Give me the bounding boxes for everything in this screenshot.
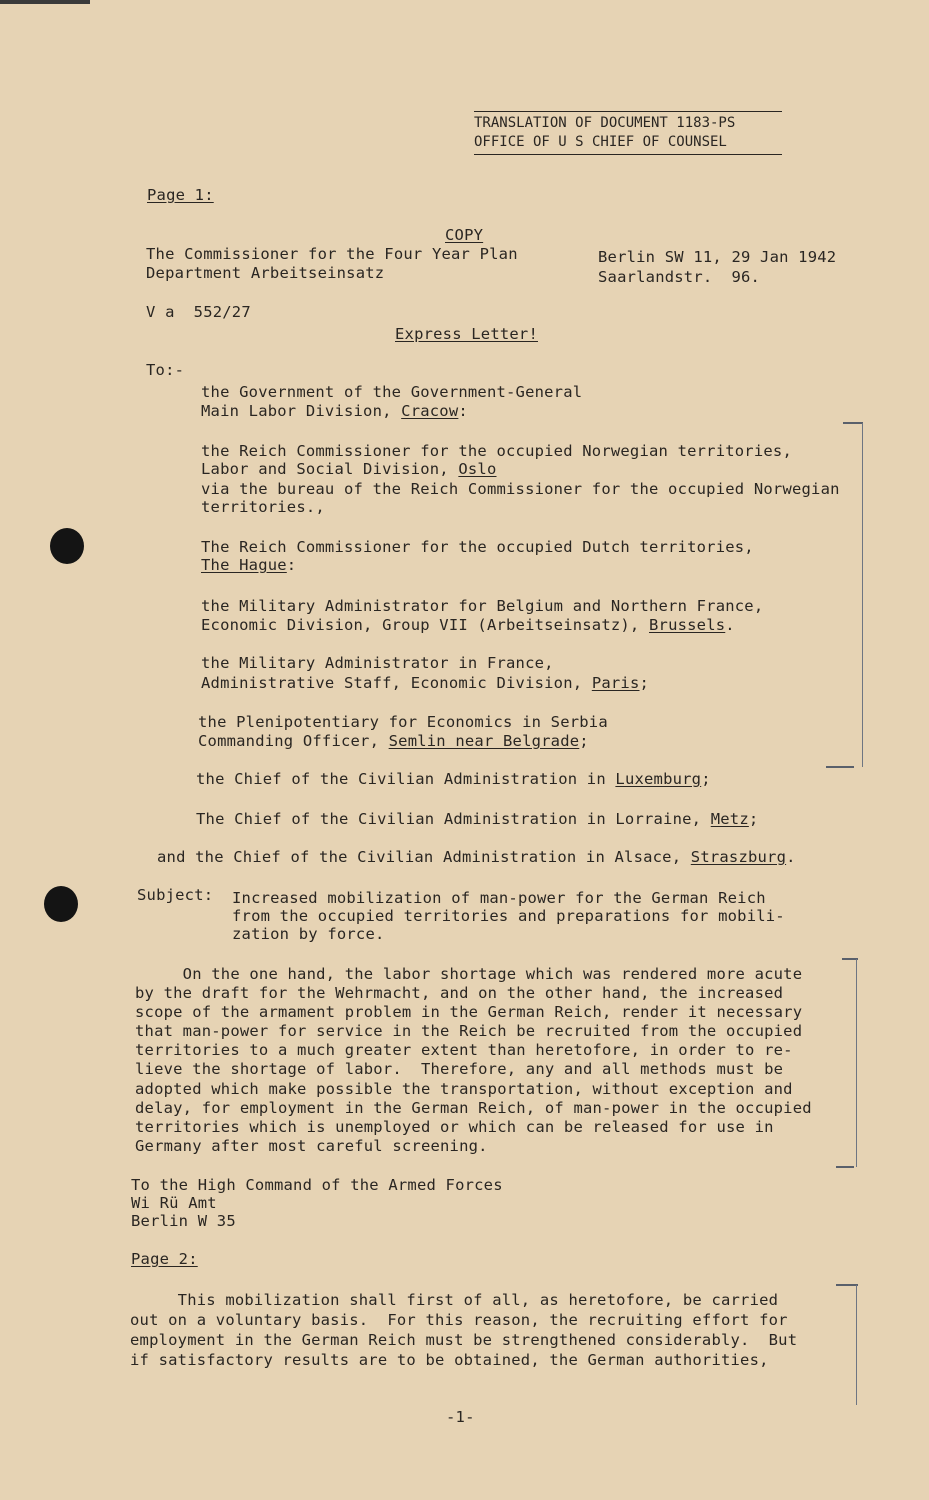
translation-header: [474, 111, 782, 155]
sender-line-2: Department Arbeitseinsatz: [146, 264, 385, 282]
recipient-3-line-2: The Hague:: [201, 556, 297, 574]
recipient-5-line-2: Administrative Staff, Economic Division, Paris;: [201, 674, 650, 692]
paragraph-1-line: scope of the armament problem in the German Reich, render it necessary: [135, 1003, 803, 1021]
paragraph-2-line: if satisfactory results are to be obtained, the German authorities,: [130, 1351, 769, 1369]
paragraph-1-line: lieve the shortage of labor. Therefore, any and all methods must be: [135, 1060, 784, 1078]
recipient-2-line-1: the Reich Commissioner for the occupied Norwegian territories,: [201, 442, 792, 460]
recipient-9-line-1: and the Chief of the Civilian Administration in Alsace, Straszburg.: [157, 848, 796, 866]
paragraph-1-line: Germany after most careful screening.: [135, 1137, 488, 1155]
sender-line-1: The Commissioner for the Four Year Plan: [146, 245, 518, 263]
subject-label: Subject:: [137, 886, 214, 904]
page-2-label: Page 2:: [131, 1250, 198, 1268]
recipient-2-line-3: via the bureau of the Reich Commissioner for the occupied Norwegian: [201, 480, 840, 498]
paragraph-1-line: by the draft for the Wehrmacht, and on the other hand, the increased: [135, 984, 784, 1002]
punch-hole-mark: [50, 528, 84, 564]
recipient-6-line-1: the Plenipotentiary for Economics in Serbia: [198, 713, 608, 731]
paragraph-1-line: territories to a much greater extent than heretofore, in order to re-: [135, 1041, 793, 1059]
paragraph-2-line: This mobilization shall first of all, as heretofore, be carried: [130, 1291, 779, 1309]
recipient-7-line-1: the Chief of the Civilian Administration in Luxemburg;: [196, 770, 711, 788]
place-date-line-2: Saarlandstr. 96.: [598, 268, 761, 286]
recipient-4-line-2: Economic Division, Group VII (Arbeitseinsatz), Brussels.: [201, 616, 735, 634]
recipient-1-line-2: Main Labor Division, Cracow:: [201, 402, 468, 420]
margin-bracket-tick: [826, 766, 854, 768]
to-label: To:-: [146, 361, 185, 379]
paragraph-2-line: employment in the German Reich must be strengthened considerably. But: [130, 1331, 798, 1349]
subject-line-1: Increased mobilization of man-power for the German Reich: [232, 889, 766, 907]
punch-hole-mark: [44, 886, 78, 922]
recipient-4-line-1: the Military Administrator for Belgium and Northern France,: [201, 597, 764, 615]
paragraph-1-line: adopted which make possible the transportation, without exception and: [135, 1080, 793, 1098]
recipient-8-line-1: The Chief of the Civilian Administration in Lorraine, Metz;: [196, 810, 759, 828]
cc-line-2: Wi Rü Amt: [131, 1194, 217, 1212]
paragraph-1-line: territories which is unemployed or which can be released for use in: [135, 1118, 774, 1136]
cc-line-3: Berlin W 35: [131, 1212, 236, 1230]
margin-bracket-tick: [836, 1166, 854, 1168]
reference-number: V a 552/27: [146, 303, 251, 321]
header-line-1: TRANSLATION OF DOCUMENT 1183-PS: [474, 115, 736, 131]
recipient-3-line-1: The Reich Commissioner for the occupied Dutch territories,: [201, 538, 754, 556]
page-1-label: Page 1:: [147, 186, 214, 204]
margin-bracket: [846, 959, 857, 1167]
copy-label: COPY: [445, 226, 484, 244]
recipient-6-line-2: Commanding Officer, Semlin near Belgrade;: [198, 732, 589, 750]
binding-mark: [0, 0, 90, 4]
recipient-2-line-2: Labor and Social Division, Oslo: [201, 460, 497, 478]
subject-line-3: zation by force.: [232, 925, 385, 943]
paragraph-1-line: delay, for employment in the German Reich, of man-power in the occupied: [135, 1099, 812, 1117]
paragraph-1-line: that man-power for service in the Reich be recruited from the occupied: [135, 1022, 803, 1040]
place-date-line-1: Berlin SW 11, 29 Jan 1942: [598, 248, 837, 266]
margin-bracket: [846, 1285, 857, 1405]
paragraph-1-line: On the one hand, the labor shortage which was rendered more acute: [135, 965, 803, 983]
subject-line-2: from the occupied territories and preparations for mobili-: [232, 907, 785, 925]
recipient-5-line-1: the Military Administrator in France,: [201, 654, 554, 672]
paragraph-2-line: out on a voluntary basis. For this reason, the recruiting effort for: [130, 1311, 788, 1329]
margin-bracket: [852, 423, 863, 767]
recipient-2-line-4: territories.,: [201, 498, 325, 516]
page-number: -1-: [446, 1408, 475, 1426]
recipient-1-line-1: the Government of the Government-General: [201, 383, 583, 401]
cc-line-1: To the High Command of the Armed Forces: [131, 1176, 503, 1194]
express-letter-label: Express Letter!: [395, 325, 538, 343]
header-line-2: OFFICE OF U S CHIEF OF COUNSEL: [474, 134, 727, 150]
